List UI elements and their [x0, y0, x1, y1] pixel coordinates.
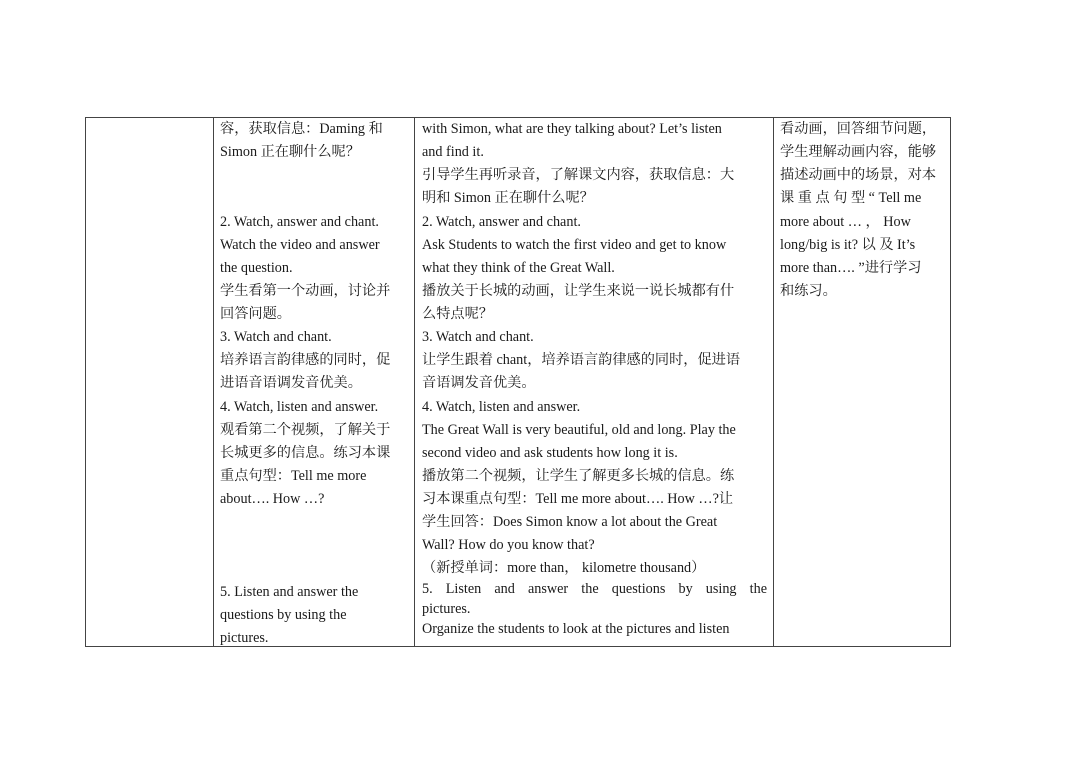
lesson-plan-table [85, 117, 951, 647]
student-activity-line: 4. Watch, listen and answer. [220, 399, 379, 415]
student-activity-line: 学生看第一个动画，讨论并 [220, 283, 391, 299]
teacher-activity-line: 明和 Simon 正在聊什么呢？ [422, 190, 594, 206]
design-intent-line: 和练习。 [780, 283, 837, 299]
teacher-activity-line: 习本课重点句型：Tell me more about…. How …?让 [422, 491, 734, 507]
teacher-activity-line: 让学生跟着 chant，培养语言韵律感的同时，促进语 [422, 352, 741, 368]
teacher-activity-line: 么特点呢？ [422, 306, 493, 322]
student-activity-line: questions by using the [220, 607, 347, 623]
teacher-activity-line: 音语调发音优美。 [422, 375, 536, 391]
teacher-activity-line: 2. Watch, answer and chant. [422, 214, 581, 230]
teacher-activity-line: 3. Watch and chant. [422, 329, 534, 345]
design-intent-column [773, 118, 950, 646]
design-intent-line: 描述动画中的场景，对本 [780, 167, 937, 183]
teacher-activity-line: Wall? How do you know that? [422, 537, 595, 553]
student-activity-line: 进语音语调发音优美。 [220, 375, 362, 391]
teacher-activity-line: 播放第二个视频，让学生了解更多长城的信息。练 [422, 468, 735, 484]
teacher-activity-line: pictures. [422, 601, 471, 617]
teacher-activity-line: second video and ask students how long it is. [422, 445, 678, 461]
teacher-activity-line: 4. Watch, listen and answer. [422, 399, 581, 415]
student-activity-line: 2. Watch, answer and chant. [220, 214, 379, 230]
teacher-activity-line: what they think of the Great Wall. [422, 260, 615, 276]
student-activity-line: 回答问题。 [220, 306, 291, 322]
teacher-activity-column [414, 118, 773, 646]
teacher-activity-line: 播放关于长城的动画，让学生来说一说长城都有什 [422, 283, 735, 299]
design-intent-line: 看动画，回答细节问题， [780, 121, 937, 137]
student-activity-line: 容，获取信息：Daming 和 [220, 121, 383, 137]
student-activity-line: 3. Watch and chant. [220, 329, 332, 345]
student-activity-line: 长城更多的信息。练习本课 [220, 445, 391, 461]
student-activity-line: 培养语言韵律感的同时，促 [220, 352, 391, 368]
teacher-activity-line: （新授单词：more than， kilometre thousand） [422, 560, 706, 576]
teacher-activity-line: Ask Students to watch the first video and get to know [422, 237, 727, 253]
teacher-activity-line: and find it. [422, 144, 484, 160]
teacher-activity-line: 学生回答：Does Simon know a lot about the Great [422, 514, 718, 530]
student-activity-line: Watch the video and answer [220, 237, 380, 253]
stage-column [86, 118, 213, 646]
teacher-activity-line: Organize the students to look at the pictures and listen [422, 621, 730, 637]
student-activity-line: about…. How …? [220, 491, 325, 507]
design-intent-line: 课 重 点 句 型 “ Tell me [780, 190, 922, 206]
design-intent-line: 学生理解动画内容，能够 [780, 144, 937, 160]
student-activity-line: 重点句型：Tell me more [220, 468, 367, 484]
student-activity-line: the question. [220, 260, 293, 276]
teacher-activity-line: The Great Wall is very beautiful, old and long. Play the [422, 422, 736, 438]
student-activity-line: Simon 正在聊什么呢？ [220, 144, 360, 160]
design-intent-line: long/big is it? 以 及 It’s [780, 237, 916, 253]
teacher-activity-line: with Simon, what are they talking about? Let’s listen [422, 121, 722, 137]
design-intent-line: more than…. ”进行学习 [780, 260, 922, 276]
teacher-activity-line: 引导学生再听录音，了解课文内容，获取信息：大 [422, 167, 735, 183]
student-activity-column [213, 118, 414, 646]
teacher-activity-line: 5. Listen and answer the questions by using the [422, 581, 767, 597]
design-intent-line: more about … ， How [780, 214, 911, 230]
student-activity-line: 5. Listen and answer the [220, 584, 359, 600]
student-activity-line: 观看第二个视频，了解关于 [220, 422, 391, 438]
student-activity-line: pictures. [220, 630, 269, 646]
